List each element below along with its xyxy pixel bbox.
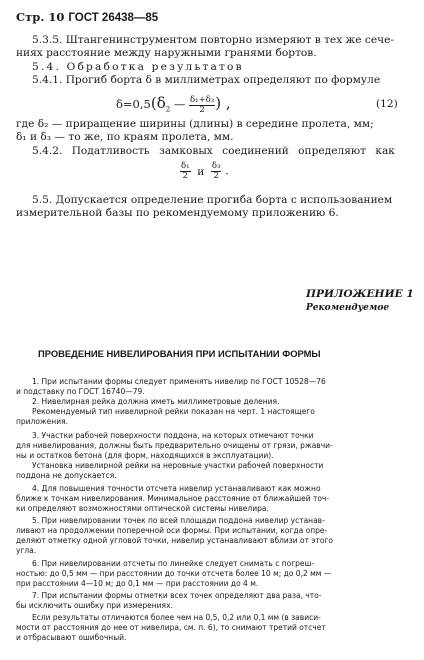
- page-prefix: Стр.: [16, 10, 45, 24]
- paragraph-5-3-5-line-2: ниях расстояние между наружными гранями бортов.: [16, 47, 317, 59]
- page-number: 10: [48, 10, 65, 24]
- body-line: приложения.: [16, 417, 68, 426]
- body-line: Если результаты отличаются более чем на 0,5, 0,2 или 0,1 мм (в зависи-: [32, 613, 321, 622]
- page-header: [16, 10, 158, 24]
- formula-fraction: $\frac{\text{δ₁+δ₃}}{2}$: [190, 94, 215, 115]
- body-line: 4. Для повышения точности отсчета нивелир устанавливают как можно: [32, 484, 321, 493]
- body-line: мости от расстояния до нее от нивелира, см. п. 6), то снимают третий отсчет: [16, 623, 326, 632]
- body-line: для нивелирования, должны быть предварительно очищены от грязи, ржавчи-: [16, 441, 333, 450]
- body-line: 3. Участки рабочей поверхности поддона, на которых отмечают точки: [32, 431, 314, 440]
- body-line: Рекомендуемый тип нивелирной рейки показан на черт. 1 настоящего: [32, 407, 315, 416]
- body-line: 2. Нивелирная рейка должна иметь миллиметровые деления.: [32, 397, 280, 406]
- paragraph-5-4-1: 5.4.1. Прогиб борта δ в миллиметрах определяют по формуле: [32, 74, 381, 86]
- paragraph-5-4-2: 5.4.2. Податливость замковых соединений определяют как: [32, 145, 395, 157]
- body-line: ки определяют возможностями оптической системы нивелира.: [16, 504, 269, 513]
- body-line: при расстоянии 4—10 м; до 0,1 мм — при расстоянии до 4 м.: [16, 579, 259, 588]
- formula-number: (12): [376, 98, 398, 110]
- body-line: Установка нивелирной рейки на неровные участки рабочей поверхности: [32, 461, 324, 470]
- formula-compliance: $\frac{\text{δ₁}}{2}$ и $\frac{\text{δ₃}}{2}$ .: [181, 161, 229, 181]
- body-line: угла.: [16, 546, 37, 555]
- body-line: бы исключить ошибку при измерениях.: [16, 601, 173, 610]
- body-line: 1. При испытании формы следует применять нивелир по ГОСТ 10528—76: [32, 377, 326, 386]
- body-line: и отбрасывают ошибочный.: [16, 633, 127, 642]
- body-line: ближе к точкам нивелирования. Минимальное расстояние от ближайшей точ-: [16, 494, 330, 503]
- body-line: ливают на продолжении поперечной оси формы. При испытании, когда опре-: [16, 526, 328, 535]
- formula-deflection: $\delta=0,5(\delta_2$ — $\frac{\text{δ₁+δ₃}}{2}$ ) ,: [116, 94, 231, 115]
- where-line-2: δ₁ и δ₃ — то же, по краям пролета, мм.: [16, 131, 234, 143]
- appendix-title: ПРОВЕДЕНИЕ НИВЕЛИРОВАНИЯ ПРИ ИСПЫТАНИИ ФОРМЫ: [38, 348, 321, 359]
- section-5-4-heading: 5.4. Обработка результатов: [32, 61, 244, 73]
- body-line: 6. При нивелировании отсчеты по линейке следует снимать с погреш-: [32, 559, 315, 568]
- paragraph-5-5-line-1: 5.5. Допускается определение прогиба борта с использованием: [32, 194, 393, 206]
- body-line: ны и остатков бетона (для форм, находящихся в эксплуатации).: [16, 451, 274, 460]
- body-line: поддона не допускается.: [16, 471, 117, 480]
- body-line: деляют отметку одной угловой точки, нивелир устанавливают вблизи от этого: [16, 536, 333, 545]
- body-line: 5. При нивелировании точек по всей площади поддона нивелир устанав-: [32, 516, 325, 525]
- paragraph-5-5-line-2: измерительной базы по рекомендуемому приложению 6.: [16, 207, 339, 219]
- appendix-status: Рекомендуемое: [306, 303, 390, 313]
- where-line-1: где δ₂ — приращение ширины (длины) в середине пролета, мм;: [16, 118, 374, 130]
- standard-code: ГОСТ 26438—85: [68, 12, 159, 24]
- appendix-label: ПРИЛОЖЕНИЕ 1: [306, 288, 414, 300]
- paragraph-5-3-5-line-1: 5.3.5. Штангенинструментом повторно измеряют в тех же сече-: [32, 34, 394, 46]
- body-line: ностью: до 0,5 мм — при расстоянии до точки отсчета более 10 м; до 0,2 мм —: [16, 569, 332, 578]
- body-line: и подставку по ГОСТ 16740—79.: [16, 387, 145, 396]
- body-line: 7. При испытании формы отметки всех точек определяют два раза, что-: [32, 591, 322, 600]
